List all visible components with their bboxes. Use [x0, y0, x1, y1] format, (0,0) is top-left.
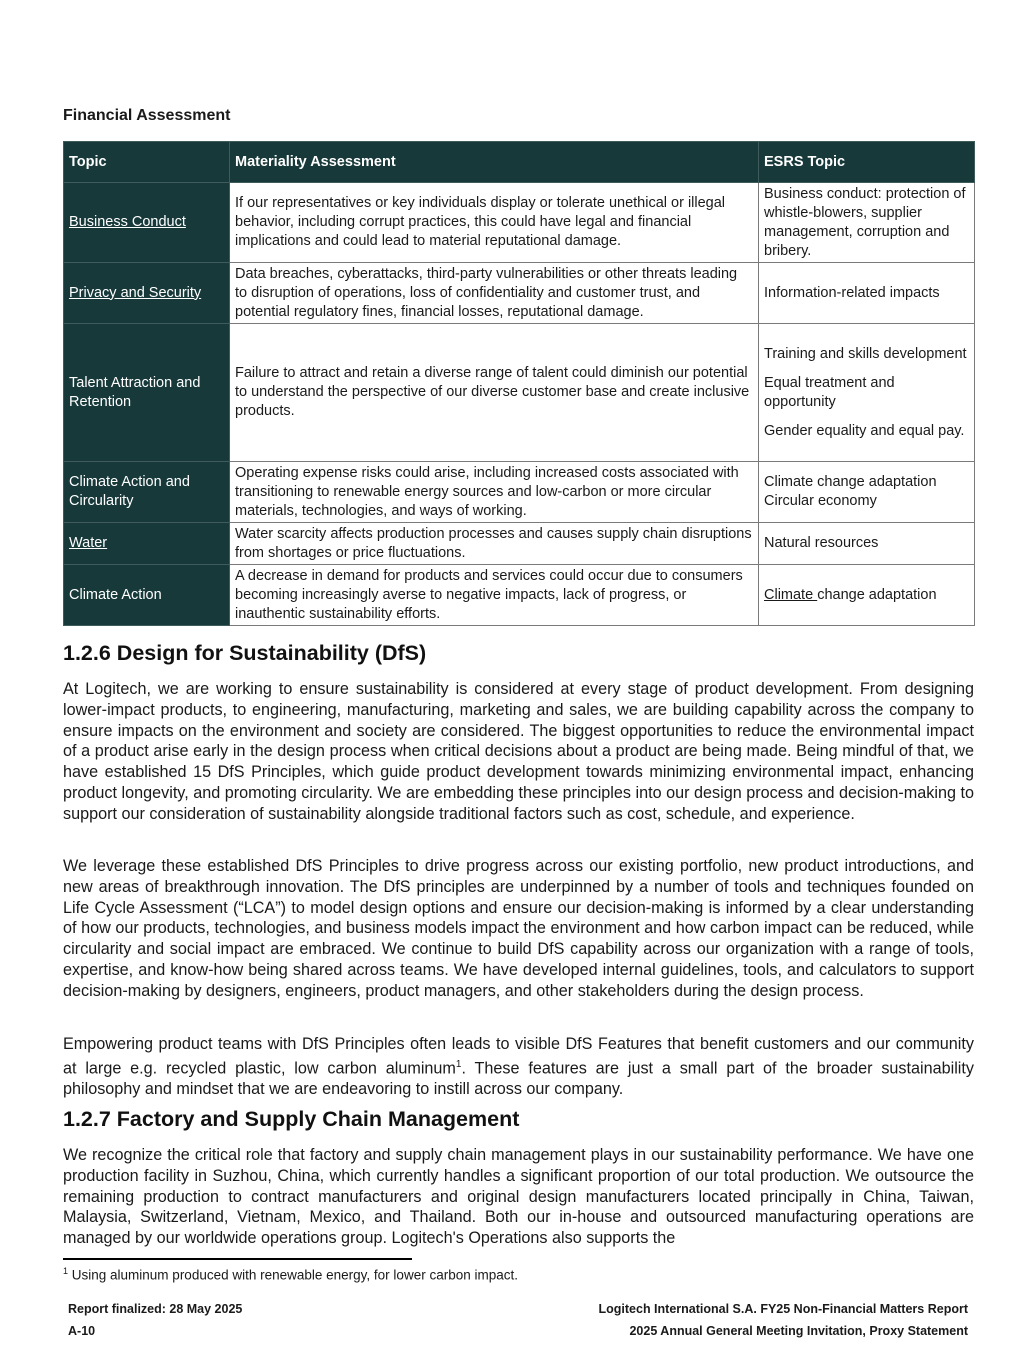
- footnote-number: 1: [63, 1266, 69, 1276]
- assessment-cell: Water scarcity affects production processes and causes supply chain disruptions from shortages or price fluctuations.: [230, 523, 759, 565]
- topic-link-business-conduct[interactable]: Business Conduct: [69, 214, 186, 230]
- dfs-paragraph-2: We leverage these established DfS Principles to drive progress across our existing portfolio, new product introductions, and new areas of breakthrough innovation. The DfS principles are underpinned by a number of tools and techniques founded on Life Cycle Assessment (“LCA”) to model design options and ensure our decision-making is informed by a clear understanding of how our products, technologies, and business models impact the environment and how carbon impact can be reduced, while circularity and social impact are embraced. We continue to build DfS capability across our organization with a range of tools, expertise, and know-how being shared across teams. We have developed internal guidelines, tools, and calculators to support decision-making by designers, engineers, product managers, and other stakeholders during the design process.: [63, 857, 974, 1000]
- footnote-ref: 1: [455, 1058, 462, 1070]
- footer-subtitle: 2025 Annual General Meeting Invitation, Proxy Statement: [629, 1324, 968, 1338]
- assessment-cell: Operating expense risks could arise, including increased costs associated with transitioning to renewable energy sources and low-carbon or more circular materials, technologies, and ways of working.: [230, 462, 759, 523]
- dfs-paragraph-3: [63, 1034, 974, 1100]
- table-row: [64, 183, 975, 263]
- assessment-cell: A decrease in demand for products and services could occur due to consumers becoming increasingly averse to negative impacts, lack of progress, or inauthentic sustainability efforts.: [230, 565, 759, 626]
- dfs-paragraph-3-text: Empowering product teams with DfS Principles often leads to visible DfS Features that benefit customers and our community at large e.g. recycled plastic, low carbon aluminum: [63, 1035, 974, 1078]
- esrs-cell: [759, 324, 975, 462]
- esrs-item: Training and skills development: [764, 345, 967, 362]
- dfs-paragraph-3-text-end: . These features are just a small part of the broader sustainability philosophy and mindset that we are endeavoring to instill across our company.: [63, 1059, 974, 1098]
- esrs-cell: Natural resources: [759, 523, 975, 565]
- table-row: [64, 565, 975, 626]
- factory-heading: 1.2.7 Factory and Supply Chain Management: [63, 1107, 520, 1131]
- footnote-text: Using aluminum produced with renewable energy, for lower carbon impact.: [68, 1267, 518, 1283]
- footnote: [63, 1266, 518, 1283]
- topic-link-privacy-security[interactable]: Privacy and Security: [69, 284, 202, 301]
- topic-cell: [64, 263, 230, 324]
- dfs-heading: 1.2.6 Design for Sustainability (DfS): [63, 641, 427, 665]
- topic-cell: Climate Action: [64, 565, 230, 626]
- esrs-item: Circular economy: [764, 493, 877, 509]
- header-esrs: ESRS Topic: [759, 142, 975, 183]
- table-header-row: [64, 142, 975, 183]
- header-materiality: Materiality Assessment: [230, 142, 759, 183]
- footnote-divider: [63, 1258, 412, 1260]
- topic-cell: Talent Attraction and Retention: [64, 324, 230, 462]
- esrs-item: Equal treatment and opportunity: [764, 374, 895, 410]
- footer-report-title: Logitech International S.A. FY25 Non-Financial Matters Report: [598, 1302, 968, 1316]
- assessment-cell: If our representatives or key individuals display or tolerate unethical or illegal behavior, including corrupt practices, this could have legal and financial implications and could lead to material reputational damage.: [230, 183, 759, 263]
- assessment-cell: Failure to attract and retain a diverse range of talent could diminish our potential to understand the perspective of our diverse customer base and create inclusive products.: [230, 324, 759, 462]
- financial-assessment-table: [63, 141, 975, 626]
- dfs-paragraph-1: At Logitech, we are working to ensure sustainability is considered at every stage of product development. From designing lower-impact products, to engineering, manufacturing, marketing and sales, we are building capability across the company to ensure impacts on the environment and society are considered. The biggest opportunities to reduce the environmental impact of a product arise early in the design process when critical decisions about a product are being made. Being mindful of that, we have established 15 DfS Principles, which guide product development towards minimizing environmental impact, enhancing product longevity, and promoting circularity. We are embedding these principles into our design process and decision-making to support our consideration of sustainability alongside traditional factors such as cost, schedule, and experience.: [63, 680, 974, 823]
- esrs-link-climate[interactable]: Climate: [764, 586, 818, 603]
- topic-link-water[interactable]: Water: [69, 535, 108, 551]
- esrs-cell: [759, 462, 975, 523]
- esrs-cell: [759, 565, 975, 626]
- topic-cell: Climate Action and Circularity: [64, 462, 230, 523]
- esrs-text: change adaptation: [817, 586, 937, 603]
- header-topic: Topic: [64, 142, 230, 183]
- factory-paragraph-1: We recognize the critical role that factory and supply chain management plays in our sustainability performance. We have one production facility in Suzhou, China, which currently handles a significant proportion of our total production. We outsource the remaining production to contract manufacturers and original design manufacturers located principally in China, Taiwan, Malaysia, Switzerland, Vietnam, Mexico, and Thailand. Both our in-house and outsourced manufacturing operations are managed by our worldwide operations group. Logitech's Operations also supports the: [63, 1146, 974, 1248]
- esrs-item: Climate change adaptation: [764, 474, 937, 490]
- table-row: [64, 462, 975, 523]
- table-row: [64, 324, 975, 462]
- table-row: [64, 523, 975, 565]
- esrs-cell: Business conduct: protection of whistle-blowers, supplier management, corruption and bribery.: [759, 183, 975, 263]
- table-row: [64, 263, 975, 324]
- section-label: Financial Assessment: [63, 107, 231, 124]
- esrs-item: Gender equality and equal pay.: [764, 422, 965, 439]
- esrs-cell: Information-related impacts: [759, 263, 975, 324]
- footer-page-number: A-10: [68, 1324, 96, 1338]
- assessment-cell: Data breaches, cyberattacks, third-party vulnerabilities or other threats leading to disruption of operations, loss of confidentiality and customer trust, and potential regulatory fines, financial losses, reputational damage.: [230, 263, 759, 324]
- topic-cell: [64, 523, 230, 565]
- topic-cell: [64, 183, 230, 263]
- footer-finalized: Report finalized: 28 May 2025: [68, 1302, 243, 1316]
